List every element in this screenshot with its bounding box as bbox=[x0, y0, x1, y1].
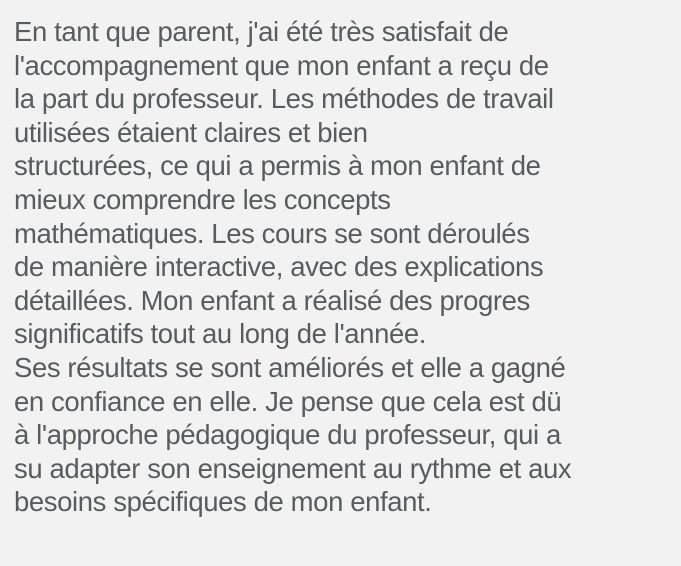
review-text-line: Ses résultats se sont améliorés et elle a gagné bbox=[14, 351, 566, 383]
review-text-line: besoins spécifiques de mon enfant. bbox=[14, 486, 432, 518]
review-text-line: mathématiques. Les cours se sont déroulés bbox=[14, 217, 530, 249]
review-text-line: mieux comprendre les concepts bbox=[14, 183, 391, 215]
review-text-line: En tant que parent, j'ai été très satisfait de bbox=[14, 16, 509, 47]
review-text-line: de manière interactive, avec des explications bbox=[14, 251, 544, 283]
review-text-line: structurées, ce qui a permis à mon enfant de bbox=[14, 150, 541, 182]
review-text-line: significatifs tout au long de l'année. bbox=[14, 318, 427, 350]
review-text-line: l'accompagnement que mon enfant a reçu de bbox=[14, 49, 549, 81]
review-text-line: détaillées. Mon enfant a réalisé des progres bbox=[14, 284, 530, 316]
review-text-line: à l'approche pédagogique du professeur, qui a bbox=[14, 419, 561, 451]
review-text-line: su adapter son enseignement au rythme et aux bbox=[14, 452, 572, 484]
review-text-line: la part du professeur. Les méthodes de travail bbox=[14, 83, 554, 115]
review-text-line: utilisées étaient claires et bien bbox=[14, 116, 368, 148]
review-text-line: en confiance en elle. Je pense que cela est dü bbox=[14, 385, 562, 417]
